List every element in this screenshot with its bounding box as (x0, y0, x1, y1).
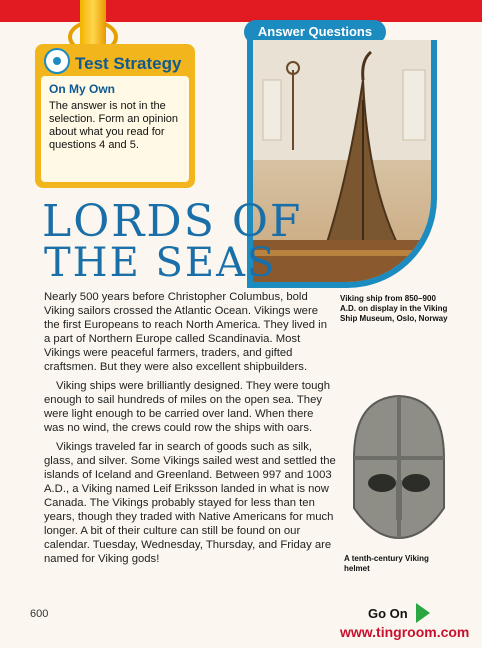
article-title-line-2: THE SEAS (44, 240, 277, 286)
answer-questions-tab[interactable]: Answer Questions (244, 20, 386, 44)
paragraph-3: Vikings traveled far in search of goods such as silk, glass, and silver. Some Vikings sailed west and settled the islands of Iceland and Greenland. Between 997 and 1003 A.D., a Viking named Leif Eriksson landed in what is now Canada. The Vikings probably stayed for less than ten years, though they traded with Native Americans for much longer. A bit of their culture can still be found on our calendar. Tuesday, Wednesday, Thursday, and Friday are named for Viking gods! (44, 441, 336, 565)
paragraph-1: Nearly 500 years before Christopher Columbus, bold Viking sailors crossed the Atlantic Ocean. Vikings were the first Europeans to reach North America. They lived in a part of Northern Europe called Scandinavia. Most Vikings were peaceful farmers, traders, and gifted craftsmen. But they were also excellent shipbuilders. (44, 291, 327, 373)
strategy-body: The answer is not in the selection. Form an opinion about what you read for questions 4 and 5. (49, 100, 179, 151)
go-on-arrow-icon[interactable] (416, 603, 430, 623)
top-red-band (0, 0, 482, 22)
test-strategy-card (35, 44, 195, 188)
go-on-label[interactable]: Go On (368, 606, 408, 621)
strategy-content (41, 76, 189, 182)
test-strategy-badge-icon (44, 48, 70, 74)
bookmark-ribbon (80, 0, 106, 48)
ship-caption: Viking ship from 850–900 A.D. on display in the Viking Ship Museum, Oslo, Norway (340, 294, 448, 323)
viking-ship-image (253, 40, 437, 288)
strategy-subtitle: On My Own (49, 82, 115, 96)
page-number: 600 (30, 608, 49, 620)
watermark: www.tingroom.com (340, 624, 470, 640)
viking-helmet-image (344, 388, 454, 548)
strategy-title: Test Strategy (75, 54, 182, 73)
article-title-line-1: LORDS OF (42, 196, 303, 247)
article-body (44, 290, 336, 571)
helmet-caption: A tenth-century Viking helmet (344, 554, 429, 573)
paragraph-2: Viking ships were brilliantly designed. They were tough enough to sail hundreds of miles on the open sea. They were light enough to be carried over land. When there was no wind, the crews could row the ships with oars. (44, 380, 330, 434)
